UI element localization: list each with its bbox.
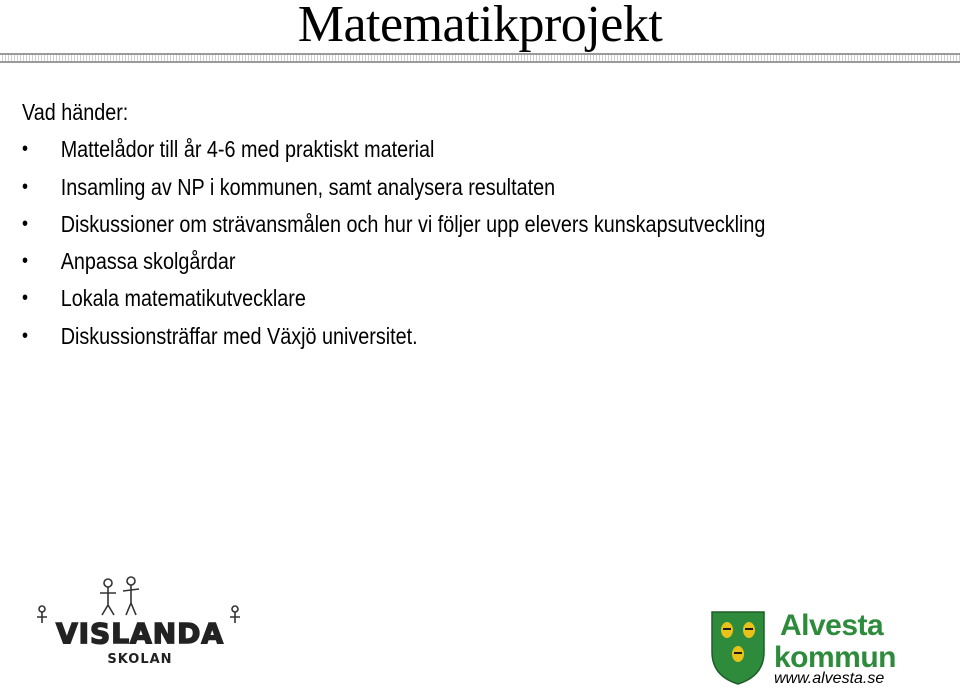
- bullet-list: [22, 131, 765, 355]
- list-item-text: Anpassa skolgårdar: [60, 248, 236, 275]
- list-item-text: Insamling av NP i kommunen, samt analysera resultaten: [60, 173, 556, 200]
- list-item: [22, 131, 765, 168]
- alvesta-wordmark-line1: Alvesta: [780, 609, 884, 642]
- alvesta-url: www.alvesta.se: [774, 670, 885, 687]
- bullet-icon: •: [22, 287, 29, 310]
- list-item: [22, 169, 765, 206]
- bullet-icon: •: [22, 324, 29, 347]
- intro-text: Vad händer:: [22, 99, 129, 125]
- list-item-text: Mattelådor till år 4-6 med praktiskt material: [60, 136, 435, 163]
- list-item: [22, 280, 765, 317]
- vislanda-wordmark: VISLANDA: [55, 617, 225, 650]
- list-item-text: Lokala matematikutvecklare: [60, 285, 306, 312]
- bullet-icon: •: [22, 175, 29, 198]
- coat-of-arms-icon: [708, 608, 768, 686]
- slide-body: [22, 94, 765, 355]
- slide-title: Matematikprojekt: [297, 0, 663, 53]
- vislanda-logo: [28, 573, 256, 675]
- title-divider: [0, 53, 960, 63]
- bullet-icon: •: [22, 138, 29, 161]
- vislanda-logo-graphic: [28, 573, 256, 675]
- bullet-icon: •: [22, 212, 29, 235]
- list-item-text: Diskussioner om strävansmålen och hur vi följer upp elevers kunskapsutveckling: [60, 210, 766, 237]
- list-item: [22, 206, 765, 243]
- list-item: [22, 243, 765, 280]
- vislanda-subtitle: SKOLAN: [107, 652, 173, 667]
- alvesta-logo: [708, 608, 908, 689]
- bullet-icon: •: [22, 250, 29, 273]
- list-item-text: Diskussionsträffar med Växjö universitet.: [60, 322, 418, 349]
- alvesta-wordmark-line2: kommun: [774, 641, 897, 674]
- list-item: [22, 318, 765, 355]
